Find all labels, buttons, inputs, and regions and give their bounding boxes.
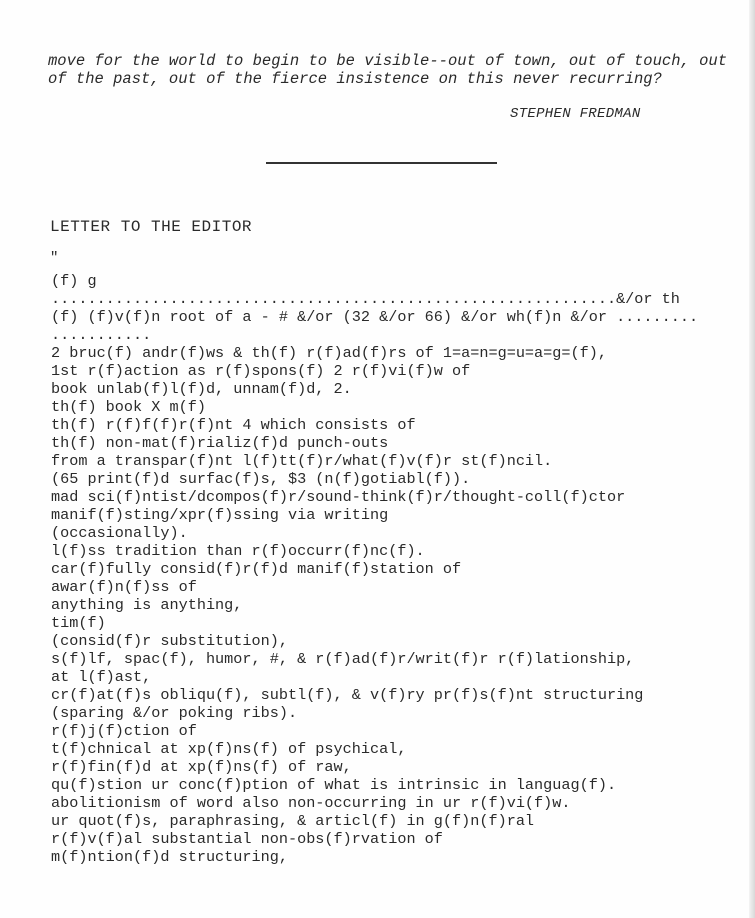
- intro-paragraph: [48, 52, 728, 88]
- letter-line: s(f)lf, spac(f), humor, #, & r(f)ad(f)r/writ(f)r r(f)lationship,: [51, 650, 635, 668]
- letter-line: ..............................................................&/or th: [51, 290, 680, 308]
- letter-line: manif(f)sting/xpr(f)ssing via writing: [51, 506, 389, 524]
- letter-heading: LETTER TO THE EDITOR: [50, 218, 253, 236]
- letter-line: l(f)ss tradition than r(f)occurr(f)nc(f).: [51, 542, 425, 560]
- letter-line: anything is anything,: [51, 596, 243, 614]
- letter-line: tim(f): [51, 614, 106, 632]
- letter-body: [51, 272, 741, 866]
- letter-line: 2 bruc(f) andr(f)ws & th(f) r(f)ad(f)rs of 1=a=n=g=u=a=g=(f),: [51, 344, 607, 362]
- letter-line: awar(f)n(f)ss of: [51, 578, 197, 596]
- letter-line: qu(f)stion ur conc(f)ption of what is intrinsic in languag(f).: [51, 776, 617, 794]
- letter-line: m(f)ntion(f)d structuring,: [51, 848, 288, 866]
- letter-line: r(f)j(f)ction of: [51, 722, 197, 740]
- letter-line: th(f) r(f)f(f)r(f)nt 4 which consists of: [51, 416, 416, 434]
- letter-line: ...........: [51, 326, 152, 344]
- letter-line: r(f)v(f)al substantial non-obs(f)rvation of: [51, 830, 443, 848]
- letter-line: mad sci(f)ntist/dcompos(f)r/sound-think(f)r/thought-coll(f)ctor: [51, 488, 626, 506]
- letter-line: 1st r(f)action as r(f)spons(f) 2 r(f)vi(f)w of: [51, 362, 471, 380]
- intro-line: of the past, out of the fierce insistence on this never recurring?: [48, 70, 662, 88]
- letter-line: (f) g: [51, 272, 97, 290]
- intro-line: move for the world to begin to be visible--out of town, out of touch, out: [48, 52, 728, 70]
- letter-line: th(f) non-mat(f)rializ(f)d punch-outs: [51, 434, 389, 452]
- author-signature: STEPHEN FREDMAN: [510, 106, 641, 122]
- letter-line: r(f)fin(f)d at xp(f)ns(f) of raw,: [51, 758, 352, 776]
- letter-line: book unlab(f)l(f)d, unnam(f)d, 2.: [51, 380, 352, 398]
- letter-line: (65 print(f)d surfac(f)s, $3 (n(f)gotiabl(f)).: [51, 470, 471, 488]
- section-divider: [266, 162, 497, 164]
- letter-line: th(f) book X m(f): [51, 398, 206, 416]
- letter-line: from a transpar(f)nt l(f)tt(f)r/what(f)v(f)r st(f)ncil.: [51, 452, 553, 470]
- letter-line: (occasionally).: [51, 524, 188, 542]
- letter-line: (sparing &/or poking ribs).: [51, 704, 298, 722]
- letter-line: abolitionism of word also non-occurring in ur r(f)vi(f)w.: [51, 794, 571, 812]
- letter-line: car(f)fully consid(f)r(f)d manif(f)station of: [51, 560, 462, 578]
- page-edge-shadow: [749, 0, 755, 918]
- quote-mark: ": [50, 250, 59, 266]
- letter-line: (f) (f)v(f)n root of a - # &/or (32 &/or 66) &/or wh(f)n &/or .........: [51, 308, 699, 326]
- letter-line: at l(f)ast,: [51, 668, 152, 686]
- letter-line: t(f)chnical at xp(f)ns(f) of psychical,: [51, 740, 407, 758]
- letter-line: (consid(f)r substitution),: [51, 632, 288, 650]
- letter-line: ur quot(f)s, paraphrasing, & articl(f) in g(f)n(f)ral: [51, 812, 535, 830]
- letter-line: cr(f)at(f)s obliqu(f), subtl(f), & v(f)ry pr(f)s(f)nt structuring: [51, 686, 644, 704]
